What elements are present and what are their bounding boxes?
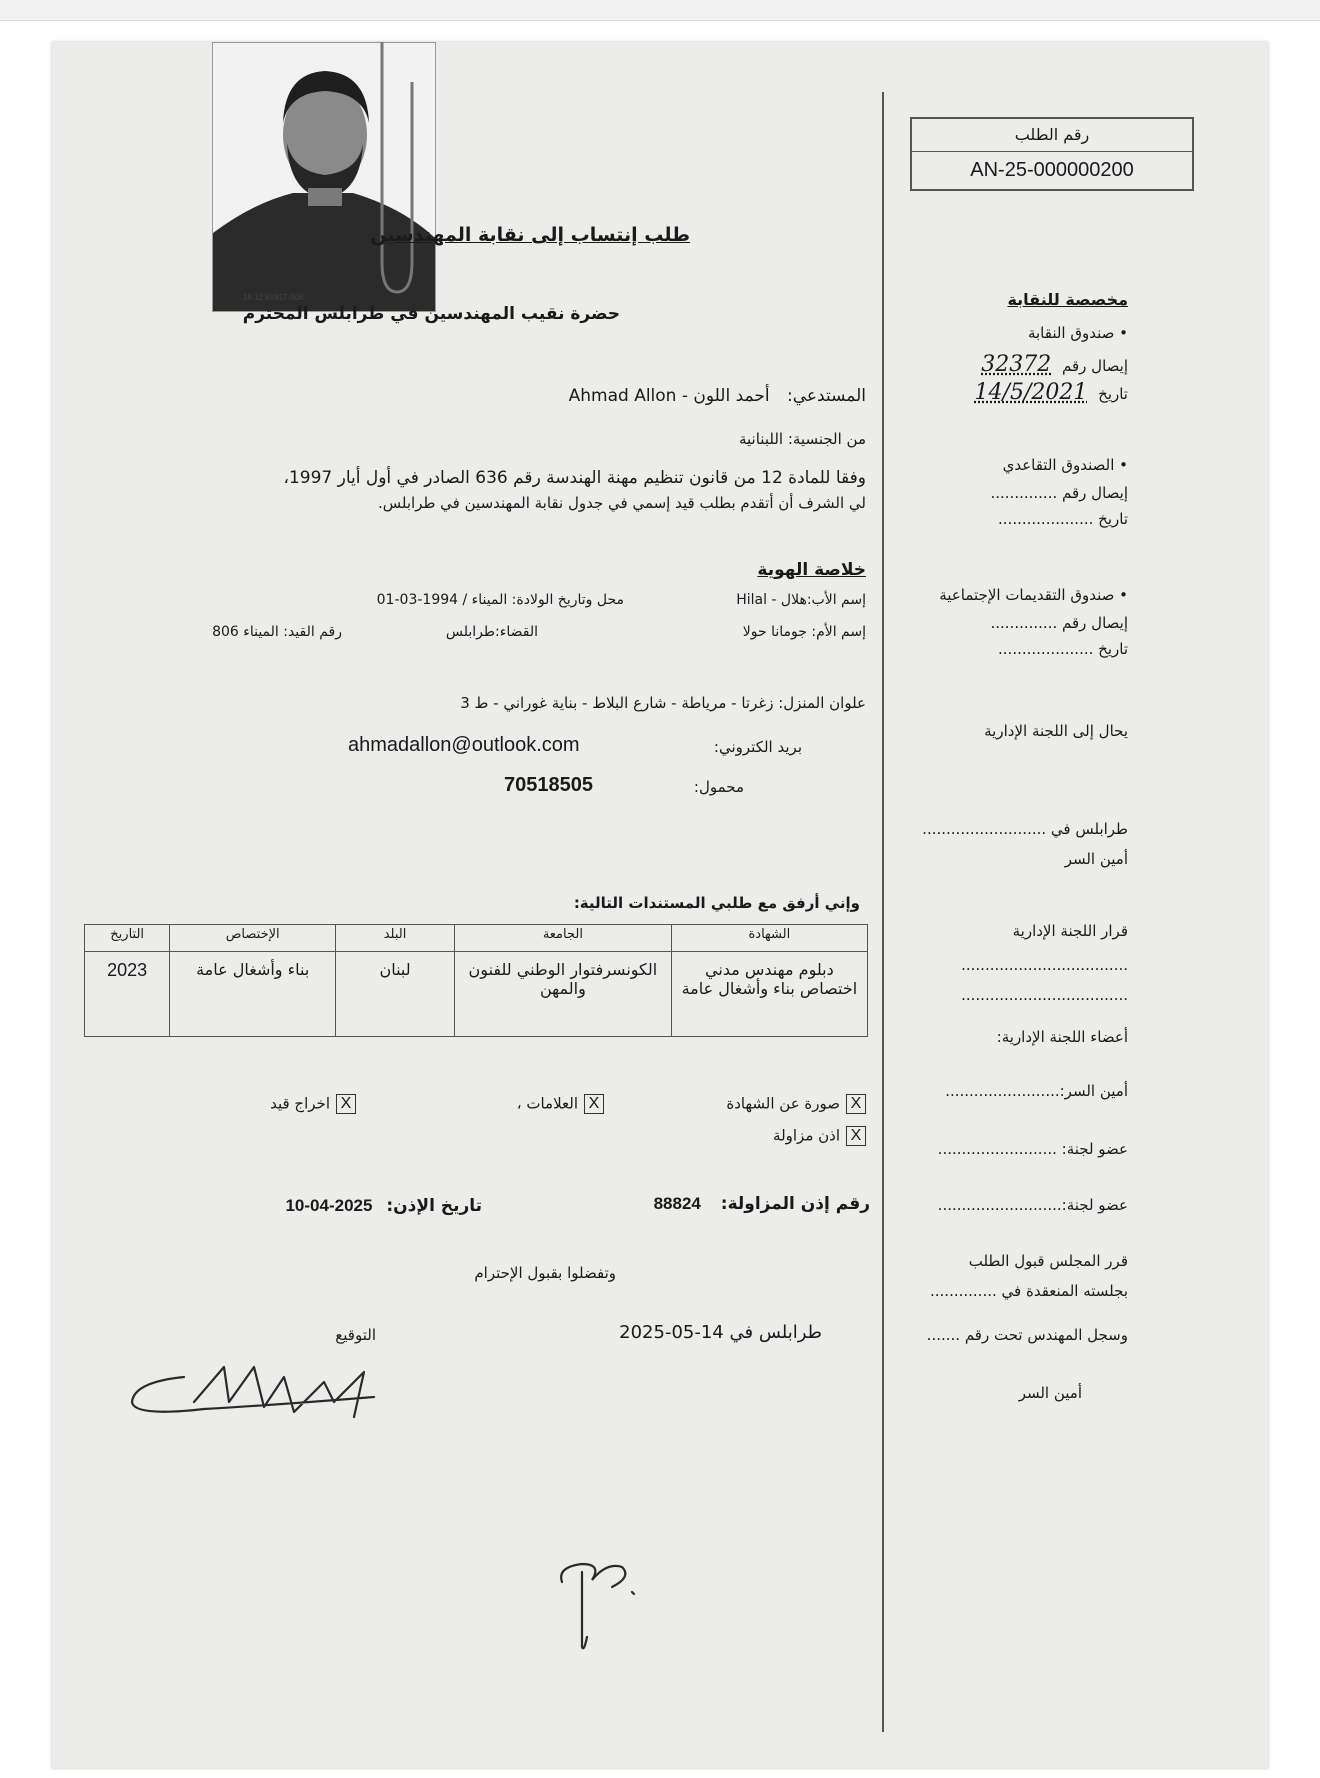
- social-fund-text: صندوق التقديمات الإجتماعية: [939, 586, 1115, 604]
- cell-certificate: دبلوم مهندس مدني اختصاص بناء وأشغال عامة: [671, 952, 867, 1037]
- receipt-1-label: إيصال رقم: [1062, 357, 1128, 375]
- column-header-country: البلد: [336, 925, 455, 952]
- mobile-label: محمول:: [693, 778, 744, 796]
- registration-number: وسجل المهندس تحت رقم .......: [926, 1326, 1128, 1344]
- table-row: [85, 952, 868, 1037]
- receipt-1-line: [981, 352, 1128, 377]
- photo-stamp: 18 12 81917-508: [243, 293, 304, 302]
- retirement-fund-label: • الصندوق التقاعدي: [1002, 456, 1128, 474]
- secretary-3: أمين السر: [1018, 1384, 1082, 1402]
- addressee-line: حضرة نقيب المهندسين في طرابلس المحترم: [242, 304, 620, 324]
- permit-number-line: [654, 1194, 870, 1214]
- request-number-value: AN-25-000000200: [970, 159, 1134, 181]
- column-header-specialty: الإختصاص: [170, 925, 336, 952]
- retirement-fund-text: الصندوق التقاعدي: [1002, 456, 1115, 474]
- council-session: بجلسته المنعقدة في ..............: [930, 1282, 1128, 1300]
- signature-label: التوقيع: [335, 1326, 376, 1344]
- application-form-page: [52, 42, 1268, 1768]
- date-3-line: تاريخ ....................: [998, 640, 1128, 658]
- cell-date: 2023: [85, 952, 170, 1037]
- place-date: طرابلس في 14-05-2025: [619, 1322, 822, 1343]
- tripoli-date-line: طرابلس في ..........................: [922, 820, 1128, 838]
- applicant-line: [569, 386, 866, 406]
- receipt-3-line: إيصال رقم ..............: [990, 614, 1128, 632]
- refer-to-committee: يحال إلى اللجنة الإدارية: [984, 722, 1128, 740]
- initials-mark: [552, 1552, 652, 1662]
- home-address: علوان المنزل: زغرتا - مرياطة - شارع البلاط - بناية غوراني - ط 3: [460, 694, 866, 712]
- social-fund-label: • صندوق التقديمات الإجتماعية: [939, 586, 1128, 604]
- father-name: إسم الأب:هلال - Hilal: [736, 592, 866, 608]
- attachment-label: صورة عن الشهادة: [726, 1094, 840, 1113]
- identity-heading: خلاصة الهوية: [757, 560, 866, 580]
- date-1-label: تاريخ: [1098, 385, 1128, 403]
- committee-decision: قرار اللجنة الإدارية: [1012, 922, 1128, 940]
- applicant-name: أحمد اللون - Ahmad Allon: [568, 386, 770, 406]
- column-header-university: الجامعة: [455, 925, 672, 952]
- syndicate-fund-label: • صندوق النقابة: [1027, 324, 1128, 342]
- council-decision: قرر المجلس قبول الطلب: [968, 1252, 1128, 1270]
- mobile-value: 70518505: [504, 774, 593, 796]
- form-title: طلب إنتساب إلى نقابة المهندسين: [370, 224, 690, 246]
- paper-clip-icon: [372, 42, 422, 302]
- table-header-row: [85, 925, 868, 952]
- member-2: عضو لجنة:..........................: [937, 1196, 1128, 1214]
- attachment-label: اخراج قيد: [270, 1094, 330, 1113]
- date-2-line: تاريخ ....................: [998, 510, 1128, 528]
- attachment-civil-record: [270, 1094, 356, 1114]
- closing-respect: وتفضلوا بقبول الإحترام: [474, 1264, 616, 1282]
- district: القضاء:طرابلس: [445, 624, 538, 640]
- date-1-value: 14/5/2021: [974, 380, 1088, 405]
- column-header-date: التاريخ: [85, 925, 170, 952]
- committee-members: أعضاء اللجنة الإدارية:: [996, 1028, 1128, 1046]
- checkbox-practice-permit[interactable]: X: [846, 1126, 866, 1146]
- intro-line-2: لي الشرف أن أتقدم بطلب قيد إسمي في جدول نقابة المهندسين في طرابلس.: [378, 494, 866, 512]
- documents-heading: وإني أرفق مع طلبي المستندات التالية:: [573, 894, 860, 912]
- request-number-label: رقم الطلب: [912, 119, 1192, 152]
- secretary-1: أمين السر: [1064, 850, 1128, 868]
- cell-specialty: بناء وأشغال عامة: [170, 952, 336, 1037]
- applicant-label: المستدعي:: [787, 386, 866, 406]
- permit-number-label: رقم إذن المزاولة:: [720, 1194, 870, 1214]
- permit-date-label: تاريخ الإذن:: [386, 1196, 482, 1216]
- email-value: ahmadallon@outlook.com: [348, 734, 580, 756]
- checkbox-grades[interactable]: X: [584, 1094, 604, 1114]
- request-number-box: [910, 117, 1194, 191]
- syndicate-fund-text: صندوق النقابة: [1027, 324, 1115, 342]
- attachment-label: العلامات ،: [516, 1094, 578, 1113]
- checkbox-certificate-copy[interactable]: X: [846, 1094, 866, 1114]
- applicant-signature: [124, 1357, 424, 1437]
- cell-country: لبنان: [336, 952, 455, 1037]
- viewer-top-bar: [0, 0, 1320, 21]
- date-1-line: [975, 380, 1128, 405]
- permit-number-value: 88824: [653, 1194, 701, 1213]
- member-1: عضو لجنة: .........................: [937, 1140, 1128, 1158]
- secretary-2: أمين السر:........................: [945, 1082, 1128, 1100]
- attachment-certificate-copy: [726, 1094, 866, 1114]
- receipt-2-line: إيصال رقم ..............: [990, 484, 1128, 502]
- column-header-certificate: الشهادة: [671, 925, 867, 952]
- attachment-grades: [517, 1094, 604, 1114]
- decision-dots-2: ...................................: [961, 986, 1128, 1004]
- documents-table: [84, 924, 868, 1037]
- intro-line-1: وفقا للمادة 12 من قانون تنظيم مهنة الهندسة رقم 636 الصادر في أول أيار 1997،: [283, 468, 866, 488]
- syndicate-use-heading: مخصصة للنقابة: [1007, 290, 1128, 309]
- mother-name: إسم الأم: جومانا حولا: [742, 624, 866, 640]
- permit-date-value: 2025-04-10: [285, 1196, 373, 1215]
- attachment-practice-permit: [773, 1126, 866, 1146]
- checkbox-civil-record[interactable]: X: [336, 1094, 356, 1114]
- receipt-1-value: 32372: [981, 352, 1052, 377]
- email-label: بريد الكتروني:: [713, 738, 802, 756]
- registry-number: رقم القيد: الميناء 806: [212, 624, 342, 640]
- permit-date-line: [285, 1196, 482, 1216]
- birth-place-date: محل وتاريخ الولادة: الميناء / 1994-03-01: [376, 592, 624, 608]
- nationality-line: من الجنسية: اللبنانية: [738, 430, 866, 448]
- decision-dots-1: ...................................: [961, 956, 1128, 974]
- attachment-label: اذن مزاولة: [773, 1126, 840, 1145]
- column-divider: [882, 92, 884, 1732]
- cell-university: الكونسرفتوار الوطني للفنون والمهن: [455, 952, 672, 1037]
